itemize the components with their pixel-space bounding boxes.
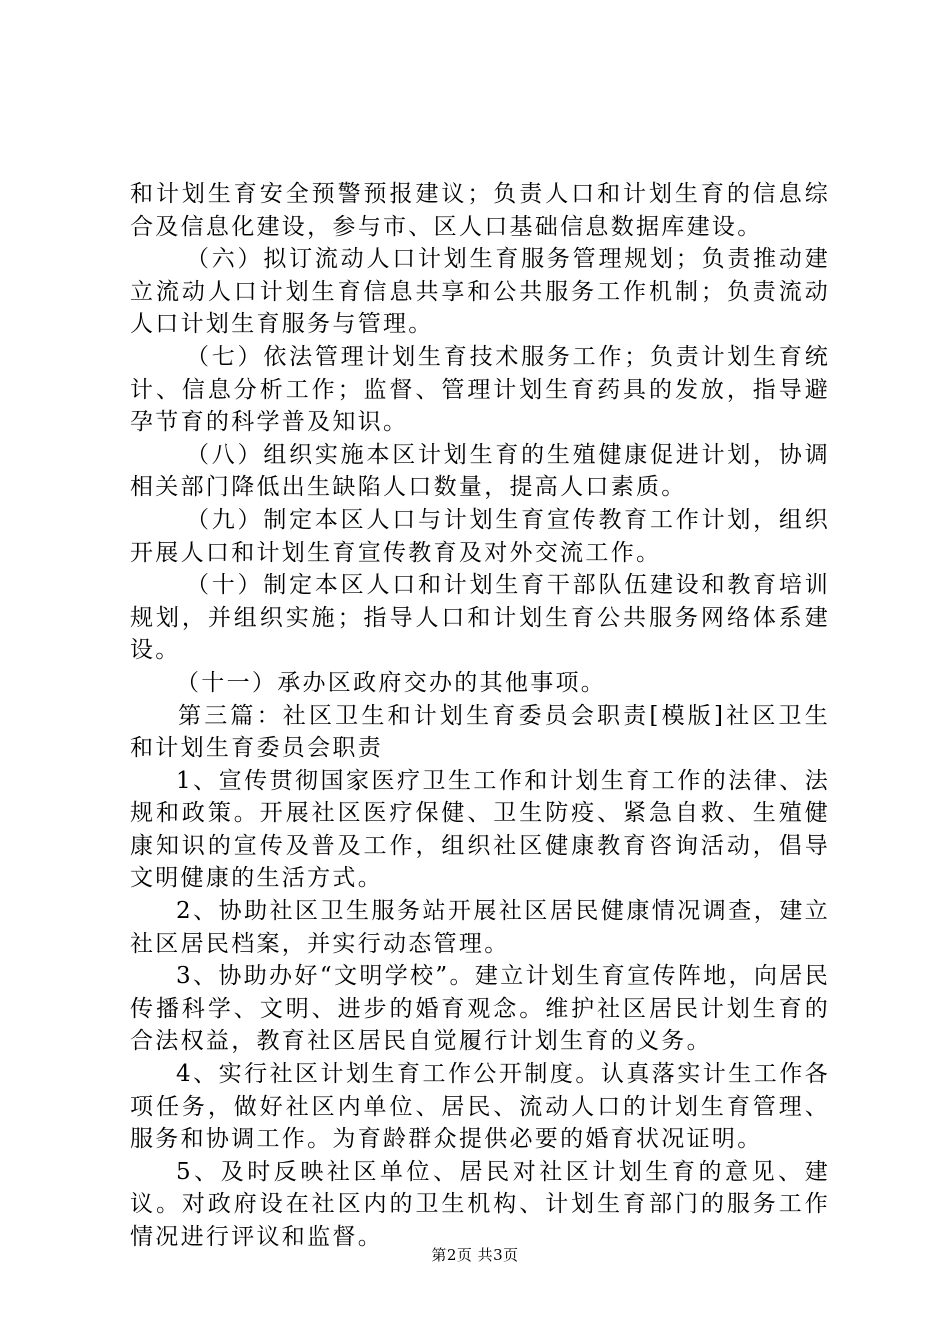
paragraph-item-8: （八）组织实施本区计划生育的生殖健康促进计划，协调相关部门降低出生缺陷人口数量，提高人口素质。 bbox=[130, 441, 830, 501]
paragraph-continuation: 和计划生育安全预警预报建议；负责人口和计划生育的信息综合及信息化建设，参与市、区人口基础信息数据库建设。 bbox=[130, 181, 830, 240]
paragraph-item-9: （九）制定本区人口与计划生育宣传教育工作计划，组织开展人口和计划生育宣传教育及对外交流工作。 bbox=[130, 506, 830, 566]
paragraph-item-10: （十）制定本区人口和计划生育干部队伍建设和教育培训规划，并组织实施；指导人口和计划生育公共服务网络体系建设。 bbox=[130, 572, 830, 664]
paragraph-item-7: （七）依法管理计划生育技术服务工作；负责计划生育统计、信息分析工作；监督、管理计划生育药具的发放，指导避孕节育的科学普及知识。 bbox=[130, 343, 830, 436]
document-body bbox=[130, 178, 830, 1254]
paragraph-item-6: （六）拟订流动人口计划生育服务管理规划；负责推动建立流动人口计划生育信息共享和公共服务工作机制；负责流动人口计划生育服务与管理。 bbox=[130, 246, 830, 338]
paragraph-duty-4: 4、实行社区计划生育工作公开制度。认真落实计生工作各项任务，做好社区内单位、居民、流动人口的计划生育管理、服务和协调工作。为育龄群众提供必要的婚育状况证明。 bbox=[130, 1061, 830, 1153]
paragraph-duty-3: 3、协助办好“文明学校”。建立计划生育宣传阵地，向居民传播科学、文明、进步的婚育观念。维护社区居民计划生育的合法权益，教育社区居民自觉履行计划生育的义务。 bbox=[130, 963, 830, 1055]
section-heading: 第三篇：社区卫生和计划生育委员会职责[模版]社区卫生和计划生育委员会职责 bbox=[130, 702, 830, 762]
paragraph-duty-1: 1、宣传贯彻国家医疗卫生工作和计划生育工作的法律、法规和政策。开展社区医疗保健、卫生防疫、紧急自救、生殖健康知识的宣传及普及工作，组织社区健康教育咨询活动，倡导文明健康的生活方式。 bbox=[130, 767, 830, 892]
page-footer: 第2页 共3页 bbox=[431, 1246, 519, 1264]
paragraph-item-11: （十一）承办区政府交办的其他事项。 bbox=[176, 669, 607, 696]
paragraph-duty-5: 5、及时反映社区单位、居民对社区计划生育的意见、建议。对政府设在社区内的卫生机构、计划生育部门的服务工作情况进行评议和监督。 bbox=[130, 1158, 830, 1250]
paragraph-duty-2: 2、协助社区卫生服务站开展社区居民健康情况调查，建立社区居民档案，并实行动态管理。 bbox=[130, 898, 830, 957]
